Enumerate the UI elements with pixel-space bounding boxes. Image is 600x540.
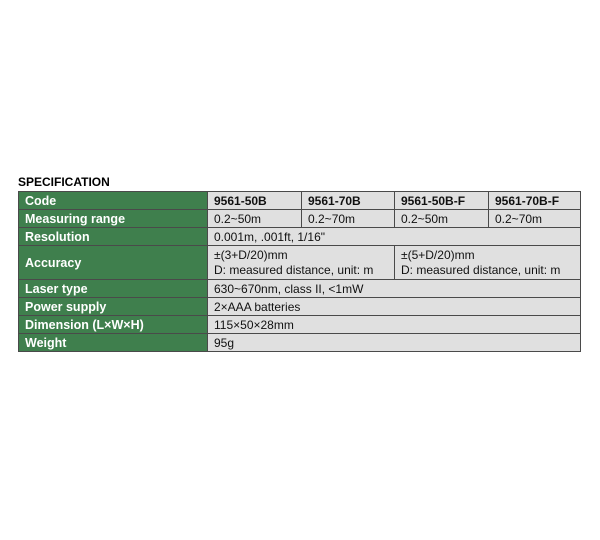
- table-row-weight: [19, 334, 581, 352]
- accuracy-label: Accuracy: [19, 246, 208, 280]
- accuracy-value-f: [395, 246, 581, 280]
- power-supply-label: Power supply: [19, 298, 208, 316]
- weight-value: 95g: [208, 334, 581, 352]
- measuring-range-value: 0.2~50m: [395, 210, 489, 228]
- accuracy-note: D: measured distance, unit: m: [214, 262, 374, 277]
- dimension-label: Dimension (L×W×H): [19, 316, 208, 334]
- table-row-code: [19, 192, 581, 210]
- measuring-range-value: 0.2~70m: [489, 210, 581, 228]
- model-9561-70b-f: 9561-70B-F: [489, 192, 581, 210]
- measuring-range-value: 0.2~50m: [208, 210, 302, 228]
- table-row-power-supply: [19, 298, 581, 316]
- table-row-accuracy: [19, 246, 581, 280]
- measuring-range-value: 0.2~70m: [302, 210, 395, 228]
- power-supply-value: 2×AAA batteries: [208, 298, 581, 316]
- table-row-measuring-range: [19, 210, 581, 228]
- model-9561-50b-f: 9561-50B-F: [395, 192, 489, 210]
- resolution-value: 0.001m, .001ft, 1/16": [208, 228, 581, 246]
- weight-label: Weight: [19, 334, 208, 352]
- laser-type-label: Laser type: [19, 280, 208, 298]
- table-row-resolution: [19, 228, 581, 246]
- accuracy-note: D: measured distance, unit: m: [401, 262, 561, 277]
- specification-table: [18, 191, 581, 352]
- laser-type-value: 630~670nm, class II, <1mW: [208, 280, 581, 298]
- dimension-value: 115×50×28mm: [208, 316, 581, 334]
- table-row-dimension: [19, 316, 581, 334]
- accuracy-value-standard: [208, 246, 395, 280]
- accuracy-formula: ±(5+D/20)mm: [401, 247, 475, 262]
- model-9561-50b: 9561-50B: [208, 192, 302, 210]
- code-label: Code: [19, 192, 208, 210]
- spec-title: SPECIFICATION: [18, 175, 110, 189]
- resolution-label: Resolution: [19, 228, 208, 246]
- accuracy-formula: ±(3+D/20)mm: [214, 247, 288, 262]
- measuring-range-label: Measuring range: [19, 210, 208, 228]
- model-9561-70b: 9561-70B: [302, 192, 395, 210]
- table-row-laser-type: [19, 280, 581, 298]
